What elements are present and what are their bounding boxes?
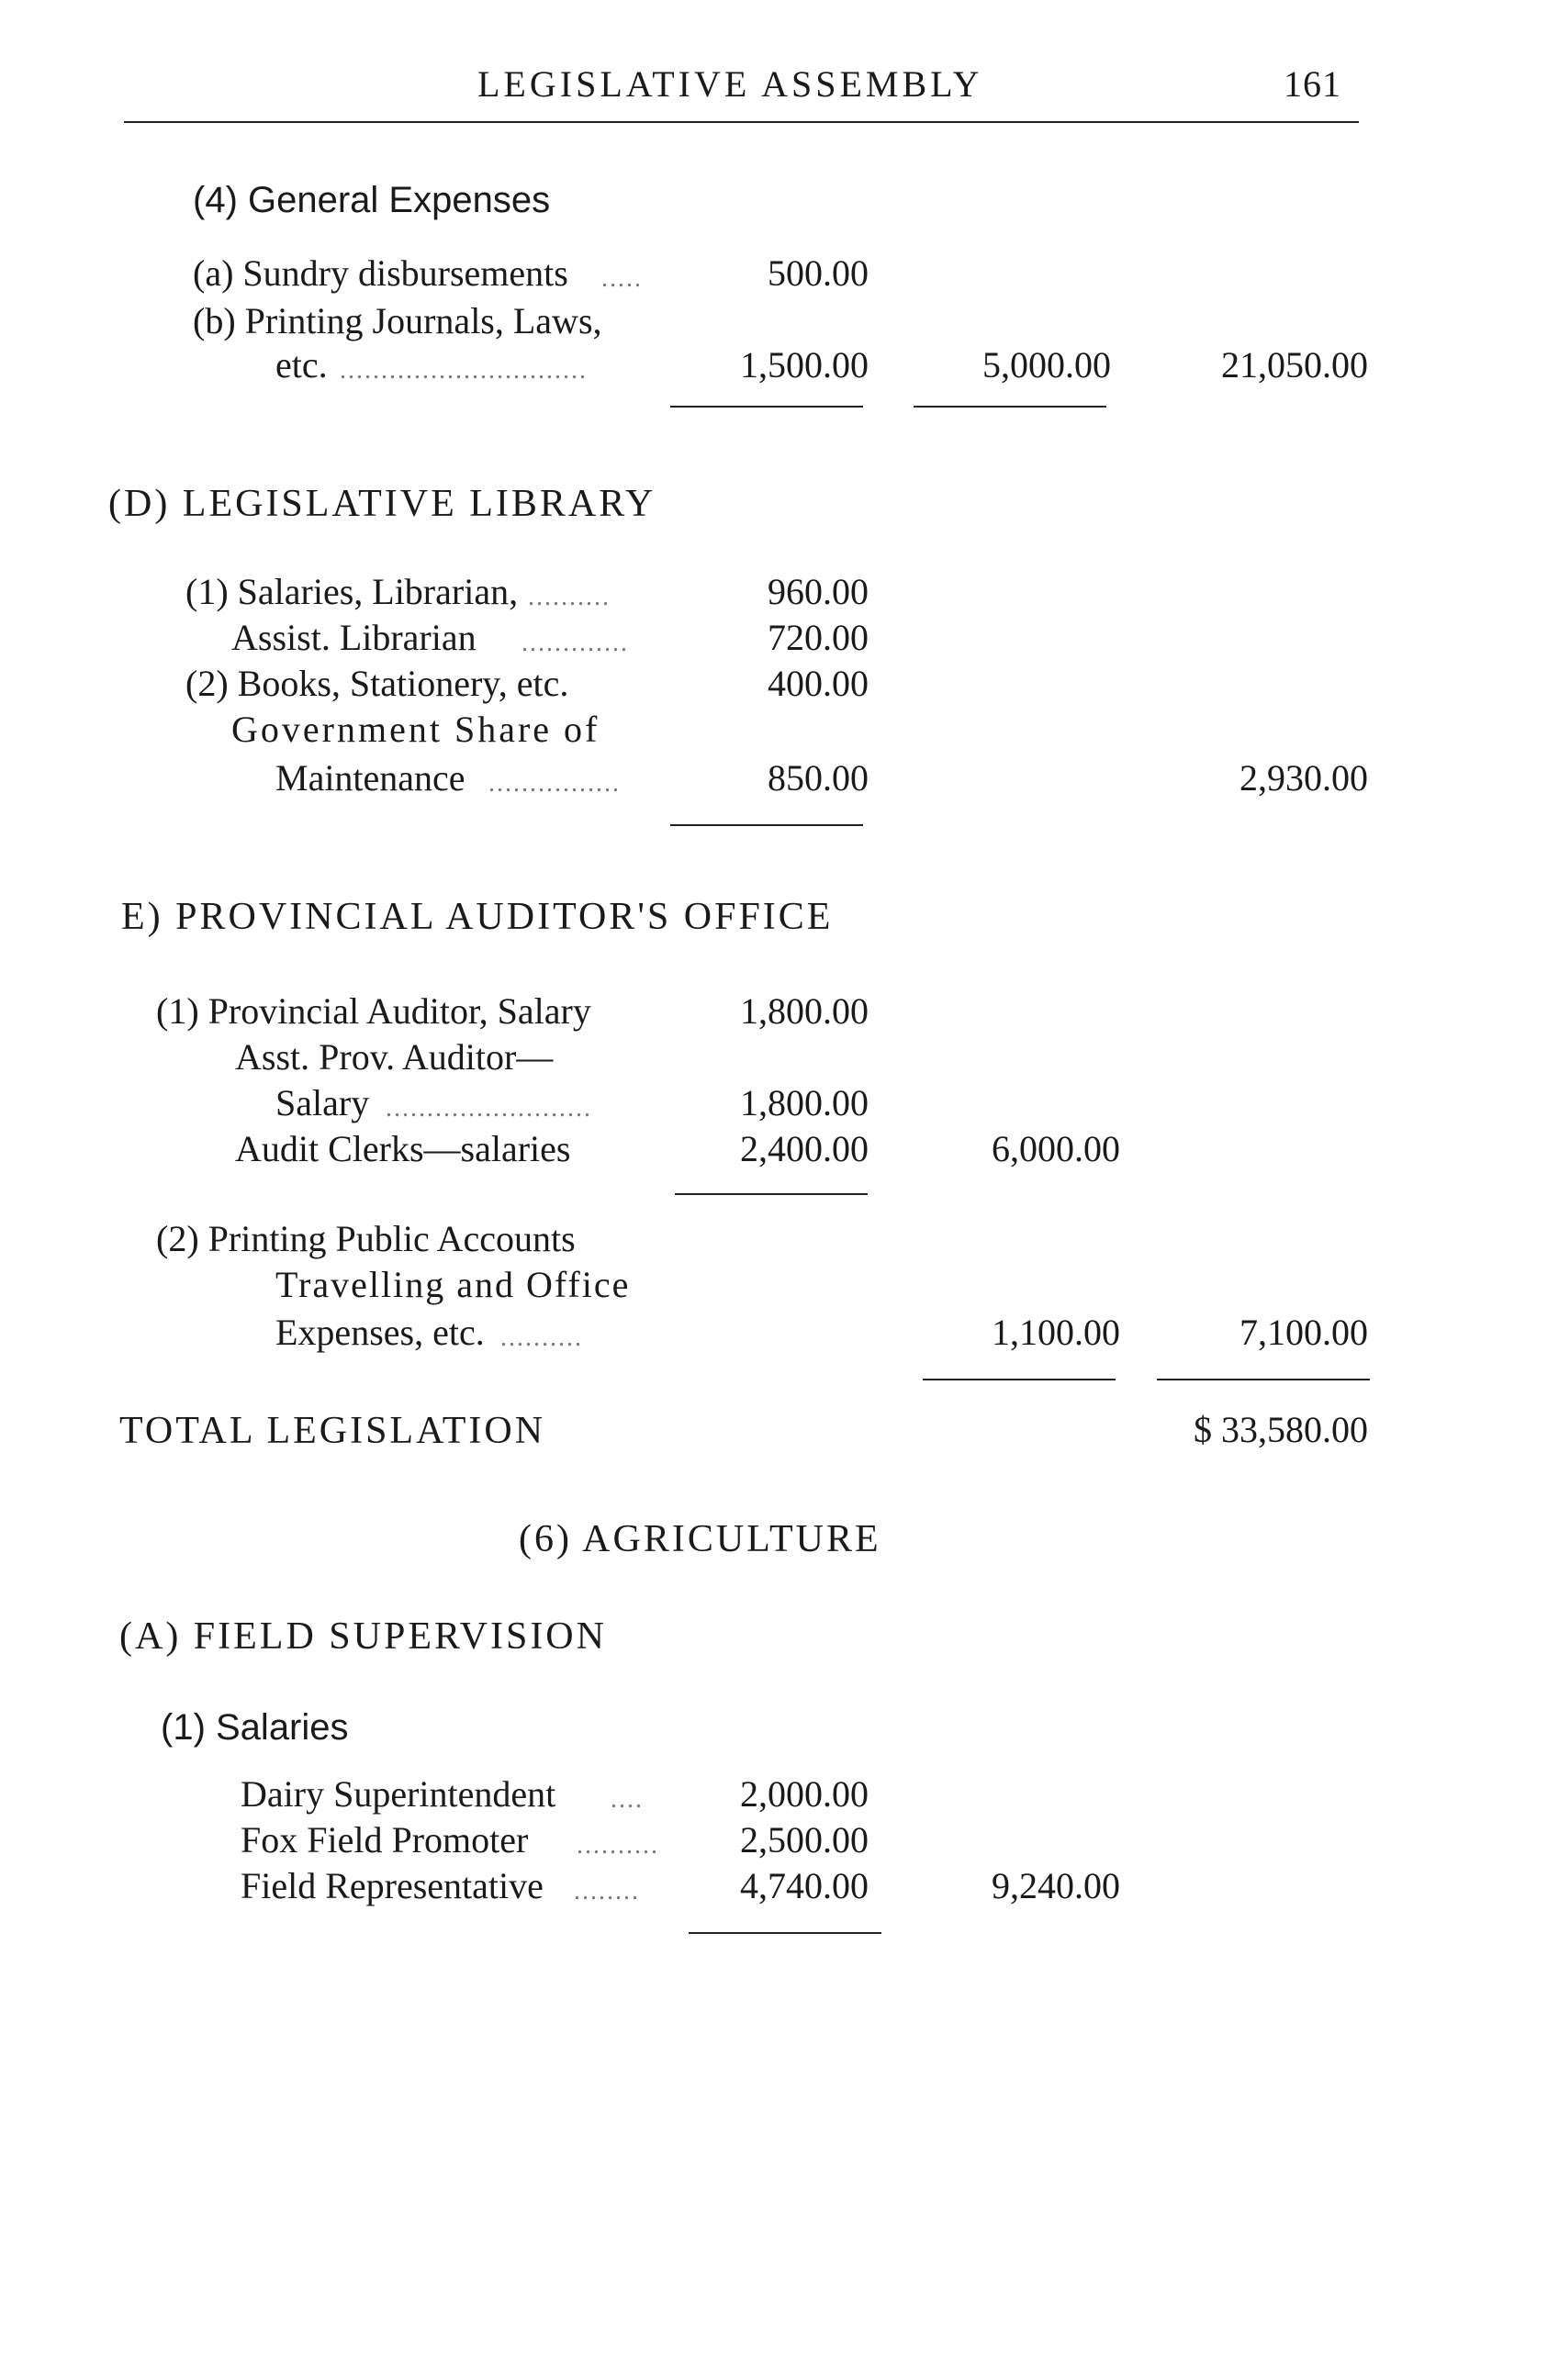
- leader-dots: .....: [601, 264, 643, 293]
- government-share-label: Government Share of: [231, 709, 600, 750]
- subtotal-rule: [1157, 1379, 1370, 1380]
- auditor-total: 7,100.00: [1239, 1312, 1368, 1353]
- page-number: 161: [1284, 63, 1341, 105]
- fox-field-promoter-amount: 2,500.00: [740, 1819, 869, 1860]
- sundry-disbursements-label: (a) Sundry disbursements: [193, 252, 568, 294]
- leader-dots: ..........: [500, 1324, 583, 1352]
- field-supervision-heading: (A) FIELD SUPERVISION: [119, 1615, 607, 1658]
- leader-dots: ....: [611, 1785, 644, 1814]
- assistant-librarian-label: Assist. Librarian: [231, 617, 477, 658]
- general-expenses-subtotal: 5,000.00: [982, 344, 1111, 385]
- dairy-superintendent-amount: 2,000.00: [740, 1773, 869, 1815]
- auditor-heading: E) PROVINCIAL AUDITOR'S OFFICE: [121, 896, 834, 938]
- expenses-label: Expenses, etc.: [275, 1312, 485, 1353]
- agriculture-heading: (6) AGRICULTURE: [519, 1518, 881, 1560]
- books-stationery-amount: 400.00: [768, 663, 869, 704]
- asst-auditor-label: Asst. Prov. Auditor—: [235, 1036, 554, 1078]
- leader-dots: ..........: [528, 583, 611, 611]
- provincial-auditor-label: (1) Provincial Auditor, Salary: [156, 990, 591, 1032]
- general-expenses-total: 21,050.00: [1221, 344, 1368, 385]
- printing-journals-label-cont: etc.: [275, 344, 328, 385]
- auditor-salaries-subtotal: 6,000.00: [992, 1128, 1120, 1169]
- printing-public-accounts-amount: 1,100.00: [992, 1312, 1120, 1353]
- subtotal-rule: [923, 1379, 1116, 1380]
- subtotal-rule: [675, 1193, 868, 1195]
- maintenance-amount: 850.00: [768, 757, 869, 799]
- library-total: 2,930.00: [1239, 757, 1368, 799]
- librarian-salary-amount: 960.00: [768, 571, 869, 612]
- sundry-disbursements-amount: 500.00: [768, 252, 869, 294]
- subtotal-rule: [670, 824, 863, 826]
- librarian-salary-label: (1) Salaries, Librarian,: [185, 571, 519, 612]
- field-representative-label: Field Representative: [241, 1865, 544, 1906]
- leader-dots: .............: [522, 629, 629, 657]
- fox-field-promoter-label: Fox Field Promoter: [241, 1819, 529, 1860]
- printing-public-accounts-label: (2) Printing Public Accounts: [156, 1218, 576, 1259]
- library-heading: (D) LEGISLATIVE LIBRARY: [108, 483, 656, 525]
- leader-dots: ........: [574, 1877, 640, 1905]
- agriculture-salaries-subtotal: 9,240.00: [992, 1865, 1120, 1906]
- books-stationery-label: (2) Books, Stationery, etc.: [185, 663, 569, 704]
- asst-auditor-amount: 1,800.00: [740, 1082, 869, 1123]
- page-header-title: LEGISLATIVE ASSEMBLY: [477, 63, 983, 105]
- total-legislation-label: TOTAL LEGISLATION: [119, 1410, 546, 1452]
- field-representative-amount: 4,740.00: [740, 1865, 869, 1906]
- audit-clerks-amount: 2,400.00: [740, 1128, 869, 1169]
- leader-dots: .........................: [386, 1094, 592, 1123]
- leader-dots: ..............................: [340, 356, 588, 385]
- assistant-librarian-amount: 720.00: [768, 617, 869, 658]
- salaries-subheading: (1) Salaries: [161, 1707, 349, 1748]
- general-expenses-heading: (4) General Expenses: [193, 180, 551, 220]
- leader-dots: ..........: [577, 1831, 659, 1860]
- provincial-auditor-amount: 1,800.00: [740, 990, 869, 1032]
- audit-clerks-label: Audit Clerks—salaries: [235, 1128, 571, 1169]
- printing-journals-label: (b) Printing Journals, Laws,: [193, 300, 602, 341]
- leader-dots: ................: [488, 769, 621, 798]
- travelling-office-label: Travelling and Office: [275, 1264, 631, 1305]
- dairy-superintendent-label: Dairy Superintendent: [241, 1773, 556, 1815]
- asst-auditor-salary-label: Salary: [275, 1082, 370, 1123]
- subtotal-rule: [670, 406, 863, 408]
- printing-journals-amount: 1,500.00: [740, 344, 869, 385]
- subtotal-rule: [914, 406, 1106, 408]
- subtotal-rule: [689, 1932, 881, 1934]
- maintenance-label: Maintenance: [275, 757, 465, 799]
- header-rule: [124, 121, 1359, 123]
- total-legislation-amount: $ 33,580.00: [1194, 1409, 1368, 1450]
